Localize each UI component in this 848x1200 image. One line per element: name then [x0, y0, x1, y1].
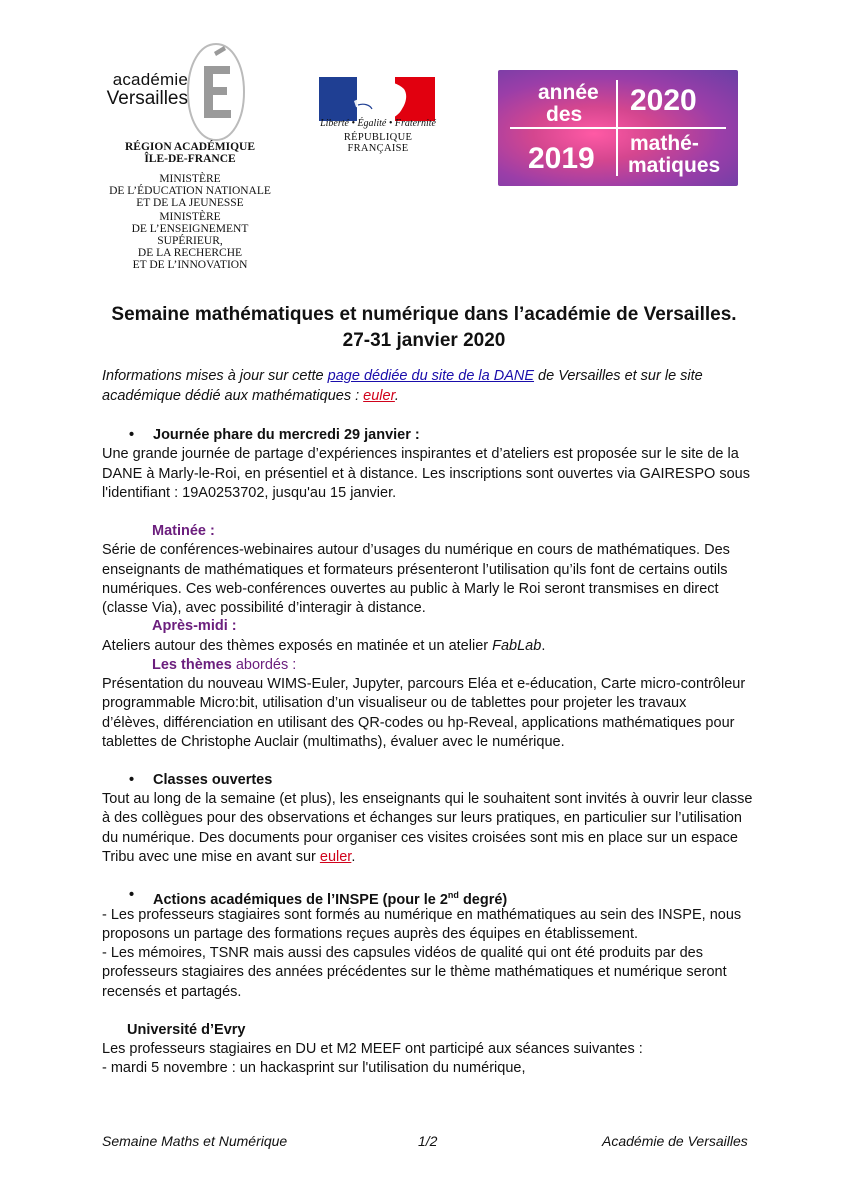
badge-matiques: matiques — [628, 154, 721, 177]
classes-heading: Classes ouvertes — [153, 772, 273, 788]
themes-line-2: programmable Micro:bit, utilisation d’un visualiseur ou de tablettes pour projeter les travaux — [102, 695, 687, 711]
themes-heading — [152, 656, 296, 676]
badge-mathe: mathé- — [630, 132, 699, 155]
themes-heading-rest: abordés : — [231, 657, 297, 673]
ministere2-line-2: DE L’ENSEIGNEMENT SUPÉRIEUR, — [131, 223, 249, 247]
apresmidi-period: . — [541, 638, 546, 654]
journee-line-1: Une grande journée de partage d’expériences inspirantes et d’ateliers est proposée sur le site de la — [102, 446, 739, 462]
footer-left: Semaine Maths et Numérique — [102, 1133, 288, 1149]
classes-line-4 — [102, 848, 355, 868]
journee-line-2: DANE à Marly-le-Roi, en présentiel et à distance. Les inscriptions sont ouvertes via GAIRESPO sous — [102, 466, 750, 482]
academie-logo-text — [88, 70, 188, 108]
journee-heading: Journée phare du mercredi 29 janvier : — [153, 427, 420, 443]
academie-word: académie — [112, 70, 188, 89]
footer-right: Académie de Versailles — [602, 1133, 748, 1149]
apresmidi-text: Ateliers autour des thèmes exposés en matinée et un atelier — [102, 638, 493, 654]
evry-heading: Université d’Evry — [127, 1022, 246, 1038]
journee-line-3: l'identifiant : 19A0253702, jusqu'au 15 janvier. — [102, 485, 397, 501]
rf-motto: Liberté • Égalité • Fraternité — [320, 118, 436, 129]
apresmidi-heading: Après-midi : — [152, 618, 237, 634]
intro-text-d: . — [394, 388, 399, 404]
themes-heading-bold: Les thèmes — [152, 657, 232, 673]
euler-link[interactable]: euler — [363, 388, 395, 404]
footer-page-number: 1/2 — [418, 1133, 438, 1149]
euler-link[interactable]: euler — [319, 849, 352, 865]
intro-text-c: académique dédié aux mathématiques : — [102, 388, 364, 404]
intro-text-b: de Versailles et sur le site — [534, 368, 703, 384]
region-line-2: ÎLE-DE-FRANCE — [144, 153, 236, 165]
ministere-education — [100, 173, 280, 209]
page-title: Semaine mathématiques et numérique dans l’académie de Versailles. — [111, 304, 737, 325]
matinee-heading: Matinée : — [152, 523, 215, 539]
inspe-line-5: recensés et partagés. — [102, 984, 242, 1000]
inspe-heading-a: Actions académiques de l’INSPE (pour le 2 — [153, 891, 448, 908]
classes-line-2: à des collègues pour des observations et échanges sur leurs pratiques, en particulier sur l’utilisation — [102, 810, 742, 826]
ministere2-line-1: MINISTÈRE — [159, 211, 221, 223]
inspe-line-1: - Les professeurs stagiaires sont formés au numérique en mathématiques au sein des INSPE, nous — [102, 907, 742, 923]
themes-line-1: Présentation du nouveau WIMS-Euler, Jupyter, parcours Eléa et e-éducation, Carte micro-contrôleur — [102, 676, 746, 692]
inspe-line-2: proposons un partage des formations reçues auprès des équipes en établissement. — [102, 926, 639, 942]
ministere-enseignement — [100, 211, 280, 271]
badge-2019: 2019 — [528, 142, 595, 175]
intro-text-a: Informations mises à jour sur cette — [102, 368, 328, 384]
academie-e-emblem-icon — [186, 42, 246, 142]
matinee-line-4: (classe Via), avec possibilité d’interagir à distance. — [102, 600, 426, 616]
ministere2-line-4: ET DE L’INNOVATION — [132, 259, 248, 271]
classes-line-4-text: Tribu avec une mise en avant sur — [102, 849, 320, 865]
inspe-heading-b: degré) — [458, 891, 508, 908]
matinee-line-3: numériques. Ces web-conférences ouvertes au public à Marly le Roi seront transmises en direct — [102, 581, 719, 597]
ministere1-line-3: ET DE LA JEUNESSE — [136, 197, 244, 209]
evry-line-2: - mardi 5 novembre : un hackasprint sur l'utilisation du numérique, — [102, 1060, 526, 1076]
evry-line-1: Les professeurs stagiaires en DU et M2 MEEF ont participé aux séances suivantes : — [102, 1041, 643, 1057]
apresmidi-line-1 — [102, 637, 545, 657]
matinee-line-1: Série de conférences-webinaires autour d’usages du numérique en cours de mathématiques. Des — [102, 542, 730, 558]
ministere2-line-3: DE LA RECHERCHE — [137, 247, 243, 259]
classes-line-1: Tout au long de la semaine (et plus), les enseignants qui le souhaitent sont invités à ouvrir leur classe — [102, 791, 753, 807]
inspe-line-4: professeurs stagiaires des années précédentes sur le thème mathématiques et numérique seront — [102, 964, 727, 980]
intro-line-1 — [102, 367, 762, 387]
page-subtitle-date: 27-31 janvier 2020 — [342, 330, 506, 351]
badge-des: des — [546, 103, 583, 126]
intro-line-2 — [102, 387, 762, 407]
matinee-line-2: enseignants de mathématiques et formateurs présenteront l’utilisation qu’ils font de certains outils — [102, 562, 728, 578]
region-academique — [100, 141, 280, 165]
badge-horizontal-divider — [510, 127, 726, 129]
bullet-dot-icon: • — [129, 772, 135, 788]
republique-francaise: RÉPUBLIQUE FRANÇAISE — [343, 132, 413, 154]
bullet-dot-icon: • — [129, 887, 135, 903]
badge-annee: année — [538, 81, 599, 104]
annee-des-mathematiques-badge — [498, 70, 738, 186]
ministere1-line-2: DE L’ÉDUCATION NATIONALE — [109, 185, 271, 197]
classes-line-3: du numérique. Des documents pour organiser ces visites croisées sont mis en place sur un espace — [102, 830, 738, 846]
bullet-dot-icon: • — [129, 427, 135, 443]
dane-page-link[interactable]: page dédiée du site de la DANE — [327, 368, 535, 384]
inspe-heading-sup: nd — [447, 890, 459, 900]
region-line-1: RÉGION ACADÉMIQUE — [124, 141, 256, 153]
fablab-word: FabLab — [492, 638, 542, 654]
inspe-line-3: - Les mémoires, TSNR mais aussi des capsules vidéos de qualité qui ont été produits par des — [102, 945, 703, 961]
ministere1-line-1: MINISTÈRE — [159, 173, 221, 185]
badge-2020: 2020 — [630, 84, 697, 117]
versailles-word: Versailles — [106, 88, 188, 109]
themes-line-3: d’élèves, différenciation en utilisant des QR-codes ou hp-Reveal, applications mathématiques pour — [102, 715, 735, 731]
classes-line-4-period: . — [351, 849, 356, 865]
themes-line-4: tablettes de Christophe Auclair (multimaths), évaluer avec le numérique. — [102, 734, 565, 750]
